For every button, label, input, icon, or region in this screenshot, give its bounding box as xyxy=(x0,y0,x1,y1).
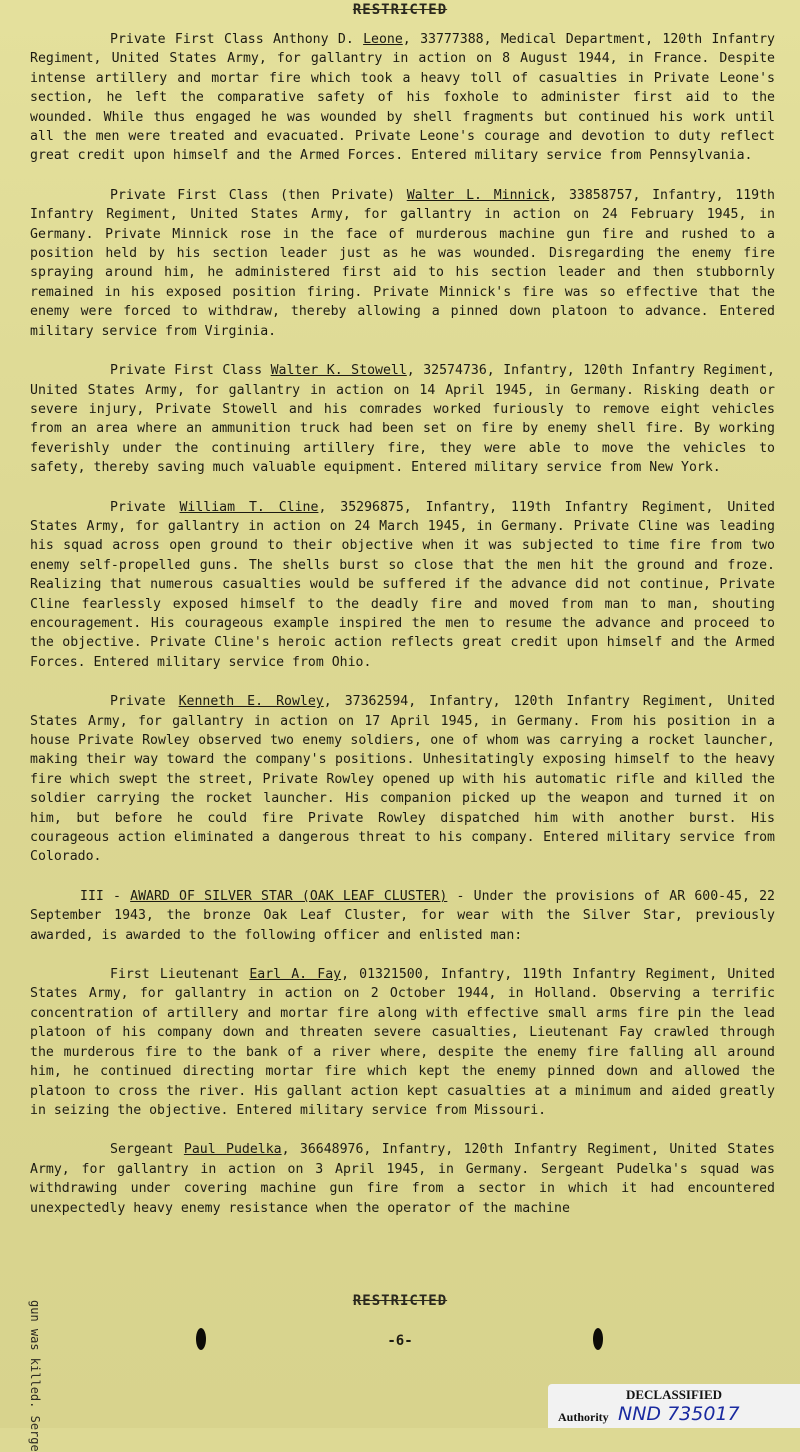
declassified-stamp xyxy=(548,1384,800,1428)
section-heading-paragraph: III - AWARD OF SILVER STAR (OAK LEAF CLUSTER) - Under the provisions of AR 600-45, 22 September 1943, the bronze Oak Leaf Cluster, for wear with the Silver Star, previously awarded, is awarded to the following officer and enlisted man: xyxy=(30,888,775,943)
binder-hole-left xyxy=(196,1328,206,1350)
citation-paragraph: Private First Class Anthony D. Leone, 33777388, Medical Department, 120th Infantry Regiment, United States Army, for gallantry in action on 8 August 1944, in France. Despite intense artillery and mortar fire which took a heavy toll of casualties in Private Leone's section, he left the comparative safety of his foxhole to administer first aid to the wounded. While thus engaged he was wounded by shell fragments but continued his work until all the men were treated and evacuated. Private Leone's courage and devotion to duty reflect great credit upon himself and the Armed Forces. Entered military service from Pennsylvania. xyxy=(30,32,775,164)
document-body xyxy=(30,30,775,1238)
section-title: AWARD OF SILVER STAR (OAK LEAF CLUSTER) xyxy=(130,888,448,904)
citation-paragraph: First Lieutenant Earl A. Fay, 01321500, Infantry, 119th Infantry Regiment, United States Army, for gallantry in action on 2 October 1944, in Holland. Observing a terrific concentration of artillery and mortar fire along with effective small arms fire pin the lead platoon of his company down and threaten severe casualties, Lieutenant Fay crawled through the murderous fire to the bank of a river where, despite the enemy fire falling all around him, he continued directing mortar fire which kept the enemy pinned down and allowed the platoon to cross the river. His gallant action kept casualties at a minimum and aided greatly in seizing the objective. Entered military service from Missouri. xyxy=(30,967,775,1118)
page-number: -6- xyxy=(387,1333,413,1349)
recipient-name: Walter K. Stowell xyxy=(270,363,407,379)
recipient-name: Paul Pudelka xyxy=(183,1142,282,1158)
citation-paragraph: Sergeant Paul Pudelka, 36648976, Infantry, 120th Infantry Regiment, United States Army, for gallantry in action on 3 April 1945, in Germany. Sergeant Pudelka's squad was withdrawing under covering machine gun fire from a sector in which it had encountered unexpectedly heavy enemy resistance when the operator of the machine xyxy=(30,1142,775,1216)
citation-paragraph: Private William T. Cline, 35296875, Infantry, 119th Infantry Regiment, United States Army, for gallantry in action on 24 March 1945, in Germany. Private Cline was leading his squad across open ground to their objective when it was subjected to time fire from two enemy self-propelled guns. The shells burst so close that the men hit the ground and froze. Realizing that numerous casualties would be suffered if the advance did not continue, Private Cline fearlessly exposed himself to the deadly fire and moved from man to man, shouting encouragement. His courageous example inspired the men to resume the advance and proceed to the objective. Private Cline's heroic action reflects great credit upon himself and the Armed Forces. Entered military service from Ohio. xyxy=(30,499,775,670)
recipient-name: William T. Cline xyxy=(179,499,319,515)
footer-classification-stamp: RESTRICTED xyxy=(352,1293,448,1309)
binder-hole-right xyxy=(593,1328,603,1350)
authority-value: NND 735017 xyxy=(618,1403,740,1425)
recipient-name: Walter L. Minnick xyxy=(406,187,550,203)
recipient-name: Earl A. Fay xyxy=(249,967,342,983)
header-classification-stamp: RESTRICTED xyxy=(352,2,448,18)
citation-paragraph: Private First Class Walter K. Stowell, 32574736, Infantry, 120th Infantry Regiment, United States Army, for gallantry in action on 14 April 1945, in Germany. Risking death or severe injury, Private Stowell and his comrades worked furiously to remove eight vehicles from an area where an ammunition truck had been set on fire by enemy shell fire. By working feverishly under the continuing artillery fire, they were able to move the vehicles to safety, thereby saving much valuable equipment. Entered military service from New York. xyxy=(30,363,775,476)
declassified-title: DECLASSIFIED xyxy=(625,1387,723,1402)
recipient-name: Leone xyxy=(363,32,403,47)
next-page-fragment: gun was killed. Serge xyxy=(28,1300,42,1452)
citation-paragraph: Private First Class (then Private) Walter L. Minnick, 33858757, Infantry, 119th Infantry Regiment, United States Army, for gallantry in action on 24 February 1945, in Germany. Private Minnick rose in the face of murderous machine gun fire and rushed to a position held by his section leader just as he was wounded. Disregarding the enemy fire spraying around him, he administered first aid to his section leader and then stubbornly remained in his exposed position firing. Private Minnick's fire was so effective that the enemy were forced to withdraw, thereby allowing a pinned down platoon to advance. Entered military service from Virginia. xyxy=(30,187,775,339)
recipient-name: Kenneth E. Rowley xyxy=(178,694,324,710)
citation-paragraph: Private Kenneth E. Rowley, 37362594, Infantry, 120th Infantry Regiment, United States Army, for gallantry in action on 17 April 1945, in Germany. From his position in a house Private Rowley observed two enemy soldiers, one of whom was carrying a rocket launcher, making their way toward the company's positions. Unhesitatingly exposing himself to the heavy fire which swept the street, Private Rowley opened up with his automatic rifle and killed the soldier carrying the rocket launcher. His companion picked up the weapon and turned it on him, but before he could fire Private Rowley dispatched him with another burst. His courageous action eliminated a dangerous threat to his company. Entered military service from Colorado. xyxy=(30,694,775,865)
authority-label: Authority xyxy=(558,1410,609,1424)
